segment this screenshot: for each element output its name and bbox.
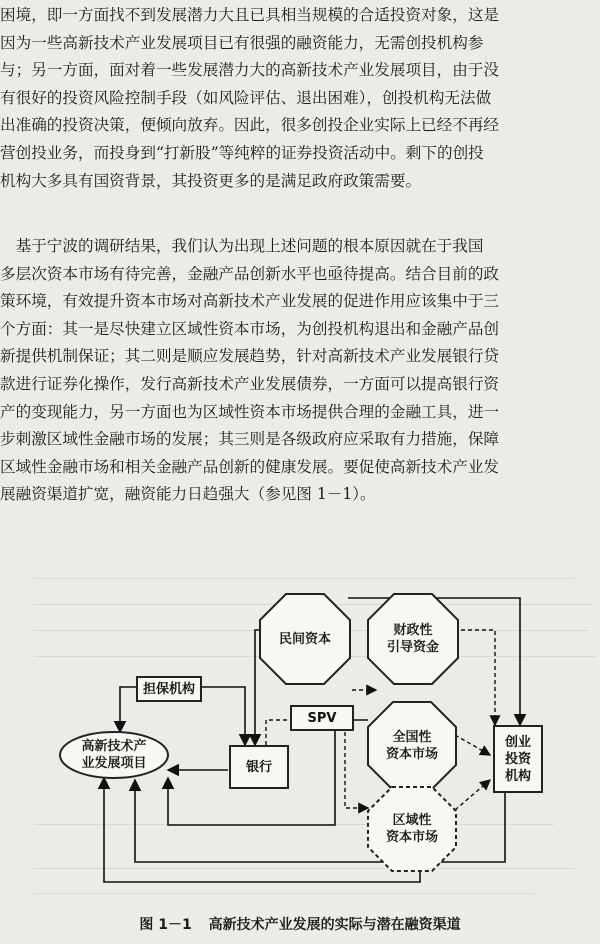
- text-line: 展融资渠道扩宽，融资能力日趋强大（参见图 1－1）。: [0, 485, 376, 504]
- regional-label-line-1: 区域性: [392, 813, 432, 828]
- project-label-line-1: 高新技术产: [81, 739, 147, 754]
- paragraph-1: [0, 2, 600, 195]
- vc-label-line-3: 机构: [504, 768, 531, 784]
- text-line: 个方面：其一是尽快建立区域性资本市场，为创投机构退出和金融产品创: [0, 319, 500, 338]
- arrow-guarantee-to-project: [120, 687, 136, 732]
- national-label-line-2: 资本市场: [385, 747, 438, 762]
- text-line: 步刺激区域性金融市场的发展；其三则是各级政府应采取有力措施，保障: [0, 430, 500, 449]
- arrow-regional-market-to-vc: [455, 780, 490, 810]
- text-line: 新提供机制保证；其二则是顺应发展趋势，针对高新技术产业发展银行贷: [0, 347, 500, 366]
- fiscal-label-line-1: 财政性: [393, 623, 433, 638]
- private-capital-node: [258, 592, 352, 686]
- text-line: 出准确的投资决策，便倾向放弃。因此，很多创投企业实际上已经不再经: [0, 116, 500, 135]
- spv-label: SPV: [307, 710, 337, 726]
- spv-node: [290, 705, 354, 731]
- figure-number: 图 1－1: [139, 917, 192, 933]
- text-line: 有很好的投资风险控制手段（如风险评估、退出困难），创投机构无法做: [0, 88, 492, 107]
- vc-label-line-2: 投资: [504, 751, 531, 767]
- text-line: 多层次资本市场有待完善，金融产品创新水平也亟待提高。结合目前的政: [0, 264, 500, 283]
- text-line: 产的变现能力，另一方面也为区域性资本市场提供合理的金融工具，进一: [0, 402, 500, 421]
- arrow-spv-to-regional-market: [345, 718, 368, 808]
- figure-caption: [0, 914, 600, 934]
- bank-node: [229, 745, 289, 789]
- national-label-line-1: 全国性: [392, 730, 432, 745]
- financing-channel-diagram: [0, 580, 600, 910]
- text-line: 款进行证券化操作，发行高新技术产业发展债券，一方面可以提高银行资: [0, 374, 500, 393]
- arrow-guarantee-to-bank: [197, 687, 245, 745]
- guarantee-label: 担保机构: [142, 681, 195, 697]
- arrow-bank-to-spv: [266, 720, 292, 745]
- text-line: 与；另一方面，面对着一些发展潜力大的高新技术产业发展项目，由于没: [0, 61, 500, 80]
- text-line: 营创投业务，而投身到“打新股”等纯粹的证券投资活动中。剩下的创投: [0, 143, 484, 162]
- regional-capital-market-node: [366, 785, 458, 873]
- hightech-project-node: [58, 730, 170, 780]
- venture-capital-node: [493, 725, 543, 793]
- text-line: 策环境，有效提升资本市场对高新技术产业发展的促进作用应该集中于三: [0, 292, 500, 311]
- project-label-line-2: 业发展项目: [81, 756, 147, 771]
- fiscal-guidance-fund-node: [366, 592, 460, 686]
- text-line: 困境，即一方面找不到发展潜力大且已具相当规模的合适投资对象，这是: [0, 6, 500, 24]
- arrow-markets-to-vc: [455, 735, 490, 755]
- national-capital-market-node: [366, 700, 458, 792]
- text-line: 基于宁波的调研结果，我们认为出现上述问题的根本原因就在于我国: [0, 237, 484, 255]
- bank-label: 银行: [245, 759, 272, 775]
- figure-title: 高新技术产业发展的实际与潜在融资渠道: [208, 917, 461, 933]
- private-capital-label: 民间资本: [278, 631, 331, 647]
- fiscal-label-line-2: 引导资金: [386, 640, 439, 655]
- vc-label-line-1: 创业: [504, 734, 531, 750]
- text-line: 机构大多具有国资背景，其投资更多的是满足政府政策需要。: [0, 171, 422, 190]
- text-line: 区域性金融市场和相关金融产品创新的健康发展。要促使高新技术产业发: [0, 457, 500, 476]
- show-through-line: [34, 578, 574, 579]
- paragraph-2: [0, 233, 600, 509]
- guarantee-institution-node: [136, 676, 202, 702]
- regional-label-line-2: 资本市场: [385, 830, 438, 845]
- text-line: 因为一些高新技术产业发展项目已有很强的融资能力，无需创投机构参: [0, 33, 484, 52]
